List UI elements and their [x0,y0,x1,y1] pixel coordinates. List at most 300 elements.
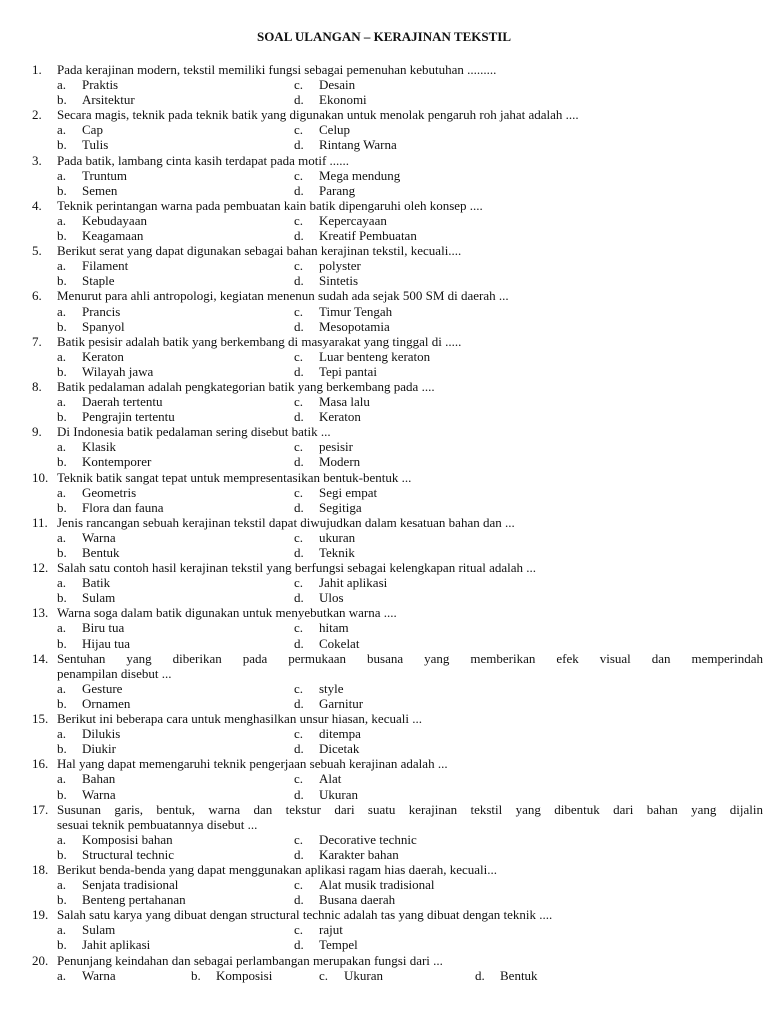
option-text: rajut [319,922,343,938]
question-text: Batik pedalaman adalah pengkategorian batik yang berkembang pada .... [57,378,435,394]
answer-option [294,787,531,802]
option-letter: d. [294,273,304,289]
option-text: Komposisi bahan [82,831,173,847]
option-letter: a. [57,167,67,183]
option-text: Geometris [82,484,137,500]
option-text: Structural technic [82,846,175,862]
answer-options [32,968,763,983]
question-text: Teknik perintangan warna pada pembuatan kain batik dipengaruhi oleh konsep .... [57,197,483,213]
question-number: 12. [32,560,49,576]
answer-option [57,454,294,469]
answer-option [57,892,294,907]
option-letter: b. [57,363,67,379]
option-letter: c. [294,167,304,183]
question-item [32,107,763,152]
answer-option [319,968,475,983]
answer-option [294,545,531,560]
option-letter: d. [294,363,304,379]
answer-option [57,937,294,952]
answer-options [32,832,763,862]
option-letter: c. [294,680,304,696]
answer-options [32,877,763,907]
answer-option [57,122,294,137]
option-letter: a. [57,726,67,742]
question-text: Secara magis, teknik pada teknik batik yang digunakan untuk menolak pengaruh roh jahat adalah .... [57,107,579,123]
option-letter: a. [57,680,67,696]
option-text: Bentuk [500,967,538,983]
option-letter: d. [294,846,304,862]
answer-option [294,741,531,756]
option-letter: d. [294,228,304,244]
answer-option [294,364,531,379]
option-text: Decorative technic [319,831,417,847]
question-number: 4. [32,197,42,213]
option-letter: b. [57,273,67,289]
option-text: Arsitektur [82,92,135,108]
answer-option [294,213,531,228]
answer-options [32,258,763,288]
question-text: Jenis rancangan sebuah kerajinan tekstil dapat diwujudkan dalam kesatuan bahan dan ... [57,514,515,530]
answer-option [57,258,294,273]
option-text: Warna [82,786,116,802]
answer-options [32,168,763,198]
answer-options [32,394,763,424]
option-text: Tulis [82,137,109,153]
answer-option [294,258,531,273]
option-text: Masa lalu [319,394,370,410]
answer-option [57,500,294,515]
option-letter: d. [294,318,304,334]
option-letter: b. [57,499,67,515]
question-text: Pada batik, lambang cinta kasih terdapat pada motif ...... [57,152,350,168]
question-number: 8. [32,378,42,394]
option-letter: d. [294,137,304,153]
question-item [32,470,763,515]
answer-option [57,968,191,983]
option-letter: c. [294,575,304,591]
answer-option [57,696,294,711]
question-text: Susunan garis, bentuk, warna dan tekstur dari suatu kerajinan tekstil yang dibentuk dari bahan yang dijalin [57,801,763,817]
answer-option [57,575,294,590]
question-number: 10. [32,469,49,485]
answer-option [294,696,531,711]
option-text: Segitiga [319,499,362,515]
question-text-continued: penampilan disebut ... [57,665,172,681]
option-letter: d. [294,92,304,108]
question-item [32,711,763,756]
question-item [32,953,763,983]
option-letter: a. [57,831,67,847]
option-letter: a. [57,394,67,410]
option-text: Staple [82,273,115,289]
answer-option [294,439,531,454]
option-letter: d. [294,695,304,711]
question-item [32,802,763,862]
option-text: Warna [82,967,116,983]
answer-option [294,937,531,952]
answer-option [57,877,294,892]
answer-option [57,183,294,198]
question-item [32,862,763,907]
answer-option [57,681,294,696]
option-text: Dicetak [319,741,360,757]
answer-option [57,349,294,364]
answer-option [294,168,531,183]
answer-option [57,485,294,500]
option-text: pesisir [319,439,353,455]
option-text: Daerah tertentu [82,394,163,410]
question-text: Warna soga dalam batik digunakan untuk menyebutkan warna .... [57,605,397,621]
option-letter: a. [57,620,67,636]
question-number: 5. [32,243,42,259]
option-text: style [319,680,344,696]
option-letter: b. [57,846,67,862]
answer-option [294,892,531,907]
question-text: Penunjang keindahan dan sebagai perlambangan merupakan fungsi dari ... [57,952,443,968]
option-text: Ekonomi [319,92,367,108]
question-item [32,756,763,801]
option-letter: c. [294,620,304,636]
question-text: Berikut serat yang dapat digunakan sebagai bahan kerajinan tekstil, kecuali.... [57,243,462,259]
option-text: Ornamen [82,695,131,711]
option-text: Kepercayaan [319,212,387,228]
answer-option [57,319,294,334]
option-text: Mega mendung [319,167,401,183]
option-text: Karakter bahan [319,846,399,862]
option-text: Prancis [82,303,121,319]
option-text: Warna [82,529,116,545]
option-text: Luar benteng keraton [319,348,431,364]
question-text: Di Indonesia batik pedalaman sering disebut batik ... [57,424,331,440]
option-text: Pengrajin tertentu [82,409,175,425]
question-number: 6. [32,288,42,304]
answer-option [57,304,294,319]
option-letter: d. [294,741,304,757]
option-letter: b. [57,545,67,560]
option-text: Sintetis [319,273,359,289]
option-text: Flora dan fauna [82,499,164,515]
option-text: Benteng pertahanan [82,892,186,908]
option-text: Keraton [82,348,124,364]
question-number: 20. [32,952,49,968]
answer-options [32,304,763,334]
option-text: polyster [319,258,361,274]
option-text: Komposisi [216,967,273,983]
option-letter: c. [294,726,304,742]
answer-option [294,394,531,409]
question-number: 18. [32,861,49,877]
answer-option [294,590,531,605]
option-text: Hijau tua [82,635,131,651]
question-item [32,198,763,243]
question-number: 13. [32,605,49,621]
answer-option [57,545,294,560]
answer-option [57,273,294,288]
answer-option [57,228,294,243]
option-text: Garnitur [319,695,364,711]
option-letter: a. [57,575,67,591]
option-letter: b. [57,590,67,606]
answer-option [294,847,531,862]
option-letter: a. [57,922,67,938]
option-letter: b. [57,635,67,651]
question-item [32,560,763,605]
answer-option [57,847,294,862]
option-letter: a. [57,212,67,228]
answer-option [294,228,531,243]
option-letter: d. [294,635,304,651]
option-text: Alat musik tradisional [319,877,435,893]
answer-option [294,771,531,786]
answer-option [294,349,531,364]
option-letter: c. [294,529,304,545]
answer-option [294,620,531,635]
option-letter: c. [294,439,304,455]
answer-option [294,273,531,288]
option-letter: c. [294,212,304,228]
option-text: Mesopotamia [319,318,390,334]
option-text: Timur Tengah [319,303,393,319]
answer-option [294,681,531,696]
answer-option [294,485,531,500]
answer-option [191,968,319,983]
question-number: 14. [32,650,49,666]
option-letter: c. [319,967,329,983]
answer-option [57,92,294,107]
question-text: Pada kerajinan modern, tekstil memiliki fungsi sebagai pemenuhan kebutuhan ......... [57,62,497,77]
option-letter: c. [294,771,304,787]
option-letter: a. [57,529,67,545]
question-number: 3. [32,152,42,168]
option-letter: b. [57,454,67,470]
answer-option [294,454,531,469]
answer-options [32,439,763,469]
question-text: Berikut benda-benda yang dapat menggunakan aplikasi ragam hias daerah, kecuali... [57,861,498,877]
option-letter: b. [57,92,67,108]
option-letter: d. [294,545,304,560]
answer-option [294,122,531,137]
question-text: Hal yang dapat memengaruhi teknik pengerjaan sebuah kerajinan adalah ... [57,756,448,772]
option-letter: d. [294,182,304,198]
option-letter: a. [57,484,67,500]
question-number: 17. [32,801,49,817]
option-letter: b. [191,967,201,983]
answer-option [294,500,531,515]
option-letter: a. [57,967,67,983]
question-item [32,62,763,107]
question-number: 19. [32,907,49,923]
option-text: Rintang Warna [319,137,397,153]
answer-option [294,409,531,424]
question-text: Batik pesisir adalah batik yang berkembang di masyarakat yang tinggal di ..... [57,333,462,349]
option-letter: c. [294,394,304,410]
option-text: Jahit aplikasi [319,575,388,591]
option-letter: b. [57,228,67,244]
option-text: Tempel [319,937,358,953]
option-letter: c. [294,303,304,319]
answer-option [475,968,538,983]
option-text: Sulam [82,922,116,938]
option-letter: b. [57,318,67,334]
question-number: 16. [32,756,49,772]
option-text: Cokelat [319,635,360,651]
question-text: Menurut para ahli antropologi, kegiatan menenun sudah ada sejak 500 SM di daerah ... [57,288,509,304]
answer-option [294,922,531,937]
question-list [32,62,763,983]
option-letter: b. [57,937,67,953]
question-text: Salah satu contoh hasil kerajinan tekstil yang berfungsi sebagai kelengkapan ritual adalah ... [57,560,537,576]
option-text: Wilayah jawa [82,363,154,379]
option-text: Jahit aplikasi [82,937,151,953]
option-text: Busana daerah [319,892,396,908]
answer-options [32,726,763,756]
option-text: Filament [82,258,129,274]
answer-option [294,575,531,590]
answer-option [57,771,294,786]
answer-option [294,726,531,741]
answer-option [57,620,294,635]
option-letter: a. [57,877,67,893]
option-text: Ulos [319,590,344,606]
answer-option [294,877,531,892]
option-letter: b. [57,741,67,757]
option-text: Celup [319,122,351,138]
option-letter: a. [57,771,67,787]
question-item [32,907,763,952]
option-letter: d. [294,786,304,802]
option-letter: d. [294,937,304,953]
answer-option [57,741,294,756]
answer-option [57,726,294,741]
question-text: Salah satu karya yang dibuat dengan structural technic adalah tas yang dibuat dengan teknik .... [57,907,553,923]
option-text: Keraton [319,409,361,425]
answer-options [32,77,763,107]
answer-option [57,394,294,409]
option-text: Kebudayaan [82,212,147,228]
question-number: 2. [32,107,42,123]
option-text: Cap [82,122,103,138]
answer-option [57,439,294,454]
option-text: ukuran [319,529,356,545]
question-item [32,424,763,469]
option-letter: c. [294,922,304,938]
option-text: Alat [319,771,342,787]
option-text: Semen [82,182,118,198]
answer-options [32,620,763,650]
answer-options [32,349,763,379]
option-text: Diukir [82,741,116,757]
question-item [32,515,763,560]
option-text: Kreatif Pembuatan [319,228,417,244]
option-letter: a. [57,348,67,364]
question-number: 9. [32,424,42,440]
option-text: Sulam [82,590,116,606]
answer-options [32,922,763,952]
option-letter: d. [475,967,485,983]
option-text: Spanyol [82,318,125,334]
option-text: Segi empat [319,484,378,500]
question-item [32,605,763,650]
answer-options [32,771,763,801]
question-text: Teknik batik sangat tepat untuk mempresentasikan bentuk-bentuk ... [57,469,412,485]
option-letter: d. [294,454,304,470]
option-letter: c. [294,77,304,93]
option-letter: c. [294,348,304,364]
question-item [32,243,763,288]
answer-option [57,590,294,605]
answer-option [57,787,294,802]
option-text: Dilukis [82,726,121,742]
option-text: Klasik [82,439,116,455]
option-letter: a. [57,77,67,93]
option-text: Truntum [82,167,128,183]
question-text-continued: sesuai teknik pembuatannya disebut ... [57,816,258,832]
option-letter: d. [294,892,304,908]
answer-option [294,530,531,545]
answer-option [294,77,531,92]
option-letter: b. [57,182,67,198]
answer-options [32,681,763,711]
question-item [32,288,763,333]
option-letter: b. [57,786,67,802]
answer-options [32,213,763,243]
answer-options [32,575,763,605]
option-letter: b. [57,892,67,908]
answer-option [57,832,294,847]
option-letter: c. [294,831,304,847]
question-item [32,651,763,711]
option-text: Teknik [319,545,355,560]
option-letter: b. [57,409,67,425]
question-item [32,334,763,379]
answer-option [57,530,294,545]
question-text: Berikut ini beberapa cara untuk menghasilkan unsur hiasan, kecuali ... [57,711,422,727]
option-letter: d. [294,590,304,606]
question-number: 11. [32,514,48,530]
page-title: SOAL ULANGAN – KERAJINAN TEKSTIL [256,29,512,44]
option-text: Kontemporer [82,454,152,470]
option-letter: c. [294,122,304,138]
answer-options [32,122,763,152]
answer-option [294,832,531,847]
answer-option [294,183,531,198]
option-text: Batik [82,575,111,591]
answer-option [294,137,531,152]
option-letter: a. [57,122,67,138]
option-text: Modern [319,454,361,470]
option-text: Ukuran [319,786,358,802]
option-text: ditempa [319,726,361,742]
option-text: Ukuran [344,967,383,983]
option-letter: a. [57,439,67,455]
question-number: 7. [32,333,42,349]
answer-option [57,137,294,152]
option-text: Parang [319,182,356,198]
option-text: Bentuk [82,545,120,560]
option-letter: a. [57,258,67,274]
question-item [32,153,763,198]
answer-option [57,168,294,183]
option-letter: c. [294,258,304,274]
option-text: Praktis [82,77,119,93]
answer-option [57,364,294,379]
question-number: 1. [32,62,42,77]
answer-option [57,922,294,937]
option-text: Desain [319,77,356,93]
option-text: Senjata tradisional [82,877,179,893]
option-letter: a. [57,303,67,319]
option-text: Tepi pantai [319,363,377,379]
